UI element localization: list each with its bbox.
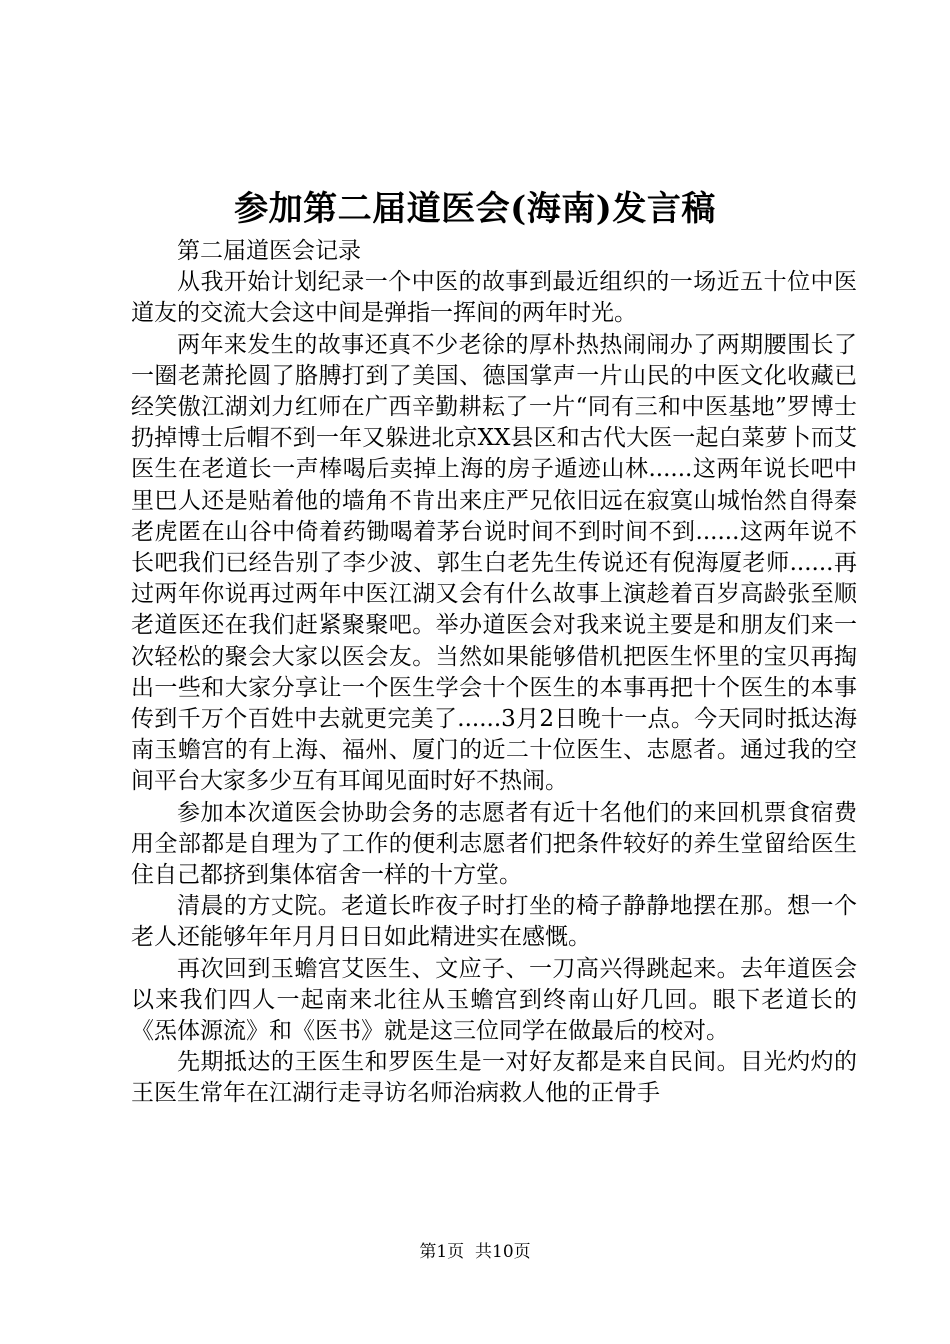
paragraph-2: 从我开始计划纪录一个中医的故事到最近组织的一场近五十位中医道友的交流大会这中间是弹指一挥间的两年时光。 [131, 269, 857, 327]
paragraph-1: 第二届道医会记录 [177, 238, 361, 264]
page-footer [0, 1240, 950, 1264]
document-body [131, 236, 857, 1110]
paragraph-7: 先期抵达的王医生和罗医生是一对好友都是来自民间。目光灼灼的王医生常年在江湖行走寻访名师治病救人他的正骨手 [131, 1049, 857, 1107]
page-total: 共10页 [475, 1242, 531, 1262]
paragraph-3: 两年来发生的故事还真不少老徐的厚朴热热闹闹办了两期腰围长了一圈老萧抡圆了胳膊打到了美国、德国掌声一片山民的中医文化收藏已经笑傲江湖刘力红师在广西辛勤耕耘了一片“同有三和中医基地”罗博士扔掉博士后帽不到一年又躲进北京XX县区和古代大医一起白菜萝卜而艾医生在老道长一声棒喝后卖掉上海的房子遁迹山林......这两年说长吧中里巴人还是贴着他的墙角不肯出来庄严兄依旧远在寂寞山城怡然自得秦老虎匿在山谷中倚着药锄喝着茅台说时间不到时间不到......这两年说不长吧我们已经告别了李少波、郭生白老先生传说还有倪海厦老师......再过两年你说再过两年中医江湖又会有什么故事上演趁着百岁高龄张至顺老道医还在我们赶紧聚聚吧。举办道医会对我来说主要是和朋友们来一次轻松的聚会大家以医会友。当然如果能够借机把医生怀里的宝贝再掏出一些和大家分享让一个医生学会十个医生的本事再把十个医生的本事传到千万个百姓中去就更完美了......3月2日晚十一点。今天同时抵达海南玉蟾宫的有上海、福州、厦门的近二十位医生、志愿者。通过我的空间平台大家多少互有耳闻见面时好不热闹。 [131, 331, 857, 795]
paragraph-5: 清晨的方丈院。老道长昨夜子时打坐的椅子静静地摆在那。想一个老人还能够年年月月日日如此精进实在感慨。 [131, 893, 857, 951]
document-title: 参加第二届道医会(海南)发言稿 [234, 189, 716, 229]
paragraph-6: 再次回到玉蟾宫艾医生、文应子、一刀高兴得跳起来。去年道医会以来我们四人一起南来北往从玉蟾宫到终南山好几回。眼下老道长的《炁体源流》和《医书》就是这三位同学在做最后的校对。 [131, 955, 857, 1045]
page-number: 第1页 [419, 1242, 465, 1262]
paragraph-4: 参加本次道医会协助会务的志愿者有近十名他们的来回机票食宿费用全部都是自理为了工作的便利志愿者们把条件较好的养生堂留给医生住自己都挤到集体宿舍一样的十方堂。 [131, 799, 857, 889]
